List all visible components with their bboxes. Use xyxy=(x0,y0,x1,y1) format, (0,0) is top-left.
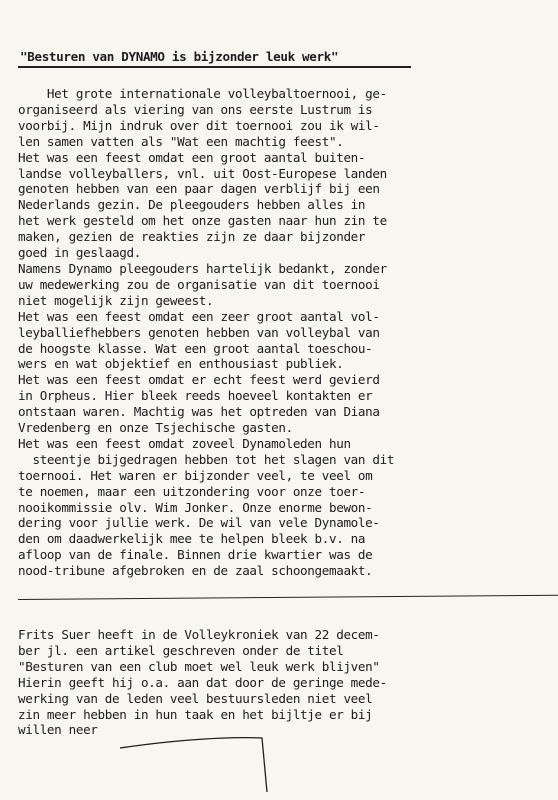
text-line: wers en wat objektief en enthousiast publiek. xyxy=(18,356,344,372)
text-line: dering voor jullie werk. De wil van vele Dynamole- xyxy=(18,515,380,531)
text-line: ontstaan waren. Machtig was het optreden van Diana xyxy=(18,404,380,420)
text-line: Namens Dynamo pleegouders hartelijk bedankt, zonder xyxy=(18,260,387,276)
text-line: leyballiefhebbers genoten hebben van volleybal van xyxy=(18,324,380,340)
text-line: den om daadwerkelijk mee te helpen bleek b.v. na xyxy=(18,531,366,547)
text-line: willen neer xyxy=(18,722,98,738)
text-line: Frits Suer heeft in de Volleykroniek van 22 decem- xyxy=(18,627,380,642)
text-line: werking van de leden veel bestuursleden niet veel xyxy=(18,690,373,706)
cut-off-text-fade xyxy=(18,602,558,616)
text-line: uw medewerking zou de organisatie van dit toernooi xyxy=(18,276,380,292)
text-line: nooikommissie olv. Wim Jonker. Onze enorme bewon- xyxy=(18,499,373,515)
text-line: Het was een feest omdat zoveel Dynamoleden hun xyxy=(18,435,351,451)
text-line: Nederlands gezin. De pleegouders hebben alles in xyxy=(18,197,366,213)
paragraph-volleykroniek xyxy=(18,627,387,738)
text-line: steentje bijgedragen hebben tot het slagen van dit xyxy=(18,451,395,467)
text-line: nood-tribune afgebroken en de zaal schoongemaakt. xyxy=(18,563,373,579)
text-line: de hoogste klasse. Wat een groot aantal toeschou- xyxy=(18,340,373,356)
text-line: goed in geslaagd. xyxy=(18,245,141,261)
paragraph-lustrum-report xyxy=(18,86,394,579)
text-line: maken, gezien de reakties zijn ze daar bijzonder xyxy=(18,229,366,245)
text-line: in Orpheus. Hier bleek reeds hoeveel kontakten er xyxy=(18,388,373,404)
title-underline xyxy=(18,66,411,68)
text-line: landse volleyballers, vnl. uit Oost-Europese landen xyxy=(18,165,387,181)
text-line: Hierin geeft hij o.a. aan dat door de geringe mede- xyxy=(18,674,387,690)
text-line: afloop van de finale. Binnen drie kwartier was de xyxy=(18,547,373,563)
text-line: het werk gesteld om het onze gasten naar hun zin te xyxy=(18,213,387,229)
text-line: genoten hebben van een paar dagen verblijf bij een xyxy=(18,181,380,197)
text-line: len samen vatten als "Wat een machtig feest". xyxy=(18,133,344,149)
text-line: niet mogelijk zijn geweest. xyxy=(18,292,214,308)
text-line: Het grote internationale volleybaltoernooi, ge- xyxy=(18,86,387,101)
text-line: Het was een feest omdat een zeer groot aantal vol- xyxy=(18,308,380,324)
text-line: zin meer hebben in hun taak en het bijltje er bij xyxy=(18,706,373,722)
text-line: te noemen, maar een uitzondering voor onze toer- xyxy=(18,483,366,499)
document-title: "Besturen van DYNAMO is bijzonder leuk werk" xyxy=(20,49,339,64)
text-line: Vredenberg en onze Tsjechische gasten. xyxy=(18,420,293,436)
text-line: Het was een feest omdat er echt feest werd gevierd xyxy=(18,372,380,388)
text-line: "Besturen van een club moet wel leuk werk blijven" xyxy=(18,658,380,674)
text-line: Het was een feest omdat een groot aantal buiten- xyxy=(18,149,366,165)
paste-cut-line xyxy=(18,595,558,600)
text-line: organiseerd als viering van ons eerste Lustrum is xyxy=(18,101,373,117)
text-line: voorbij. Mijn indruk over dit toernooi zou ik wil- xyxy=(18,117,380,133)
text-line: toernooi. Het waren er bijzonder veel, te veel om xyxy=(18,467,373,483)
text-line: ber jl. een artikel geschreven onder de titel xyxy=(18,642,344,658)
